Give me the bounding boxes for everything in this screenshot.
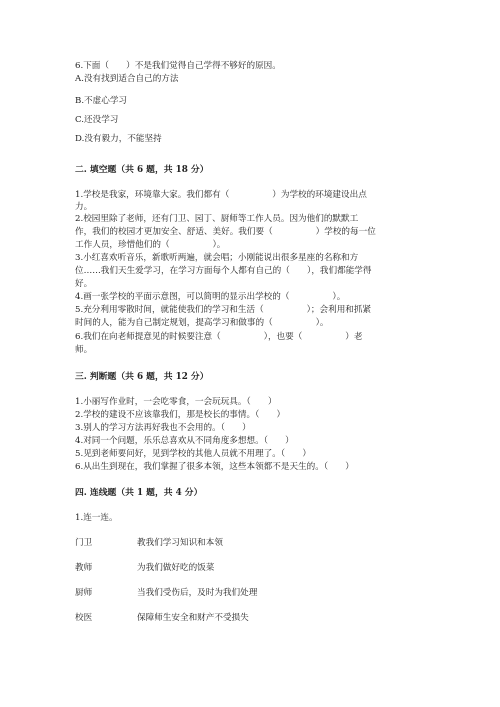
match-left-item: 门卫 bbox=[75, 538, 93, 548]
fill-line: 6.我们在向老师提意见的时候要注意（ ），也要（ ）老 bbox=[75, 332, 363, 342]
fill-section-heading: 二. 填空题（共 6 题，共 18 分） bbox=[75, 165, 209, 175]
question-6-option-a: A.没有找到适合自己的方法 bbox=[75, 74, 179, 84]
match-right-item: 为我们做好吃的饭菜 bbox=[137, 563, 215, 573]
fill-line: 力。 bbox=[75, 202, 93, 212]
match-right-item: 教我们学习知识和本领 bbox=[137, 538, 223, 548]
match-left-item: 厨师 bbox=[75, 588, 93, 598]
fill-line: 1.学校是我家，环境靠大家。我们都有（ ）为学校的环境建设出点 bbox=[75, 190, 367, 200]
judge-section-heading: 三. 判断题（共 6 题，共 12 分） bbox=[75, 372, 209, 382]
judge-item: 5.见到老师要问好，见到学校的其他人员就不用理了。（ ） bbox=[75, 449, 311, 459]
match-row bbox=[75, 563, 214, 574]
judge-item: 4.对同一个问题，乐乐总喜欢从不同角度多想想。（ ） bbox=[75, 436, 294, 446]
match-row bbox=[75, 538, 223, 549]
match-right-item: 保障师生安全和财产不受损失 bbox=[137, 613, 249, 623]
fill-line: 时间的人，能为自己制定规划，提高学习和做事的（ ）。 bbox=[75, 318, 329, 328]
judge-item: 6.从出生到现在，我们掌握了很多本领，这些本领都不是天生的。（ ） bbox=[75, 462, 354, 472]
judge-item: 3.别人的学习方法再好我也不会用的。（ ） bbox=[75, 423, 251, 433]
match-left-item: 教师 bbox=[75, 563, 93, 573]
fill-line: 2.校园里除了老师，还有门卫、园丁、厨师等工作人员。因为他们的默默工 bbox=[75, 214, 359, 224]
fill-line: 位……我们天生爱学习，在学习方面每个人都有自己的（ ），我们都能学得 bbox=[75, 266, 372, 276]
fill-line: 好。 bbox=[75, 279, 93, 289]
fill-line: 工作人员，珍惜他们的（ ）。 bbox=[75, 240, 226, 250]
fill-line: 5.充分利用零散时间，就能使我们的学习和生活（ ）；会利用和抓紧 bbox=[75, 305, 372, 315]
fill-line: 作，我们的校园才更加安全、舒适、美好。我们要（ ）学校的每一位 bbox=[75, 227, 376, 237]
match-stem: 1.连一连。 bbox=[75, 513, 118, 523]
question-6-option-b: B.不虚心学习 bbox=[75, 96, 128, 106]
question-6-option-d: D.没有毅力，不能坚持 bbox=[75, 134, 162, 144]
fill-line: 4.画一张学校的平面示意图，可以简明的显示出学校的（ ）。 bbox=[75, 292, 346, 302]
fill-line: 3.小红喜欢听音乐，新歌听两遍，就会唱；小刚能说出很多星座的名称和方 bbox=[75, 253, 359, 263]
question-6-stem: 6.下面（ ）不是我们觉得自己学得不够好的原因。 bbox=[75, 61, 281, 71]
match-row bbox=[75, 588, 257, 599]
match-row bbox=[75, 613, 249, 624]
judge-item: 1.小丽写作业时，一会吃零食，一会玩玩具。（ ） bbox=[75, 397, 277, 407]
judge-item: 2.学校的建设不应该靠我们，那是校长的事情。（ ） bbox=[75, 410, 286, 420]
fill-line: 师。 bbox=[75, 345, 93, 355]
match-section-heading: 四. 连线题（共 1 题，共 4 分） bbox=[75, 488, 203, 498]
match-left-item: 校医 bbox=[75, 613, 93, 623]
match-right-item: 当我们受伤后，及时为我们处理 bbox=[137, 588, 258, 598]
question-6-option-c: C.还没学习 bbox=[75, 115, 119, 125]
